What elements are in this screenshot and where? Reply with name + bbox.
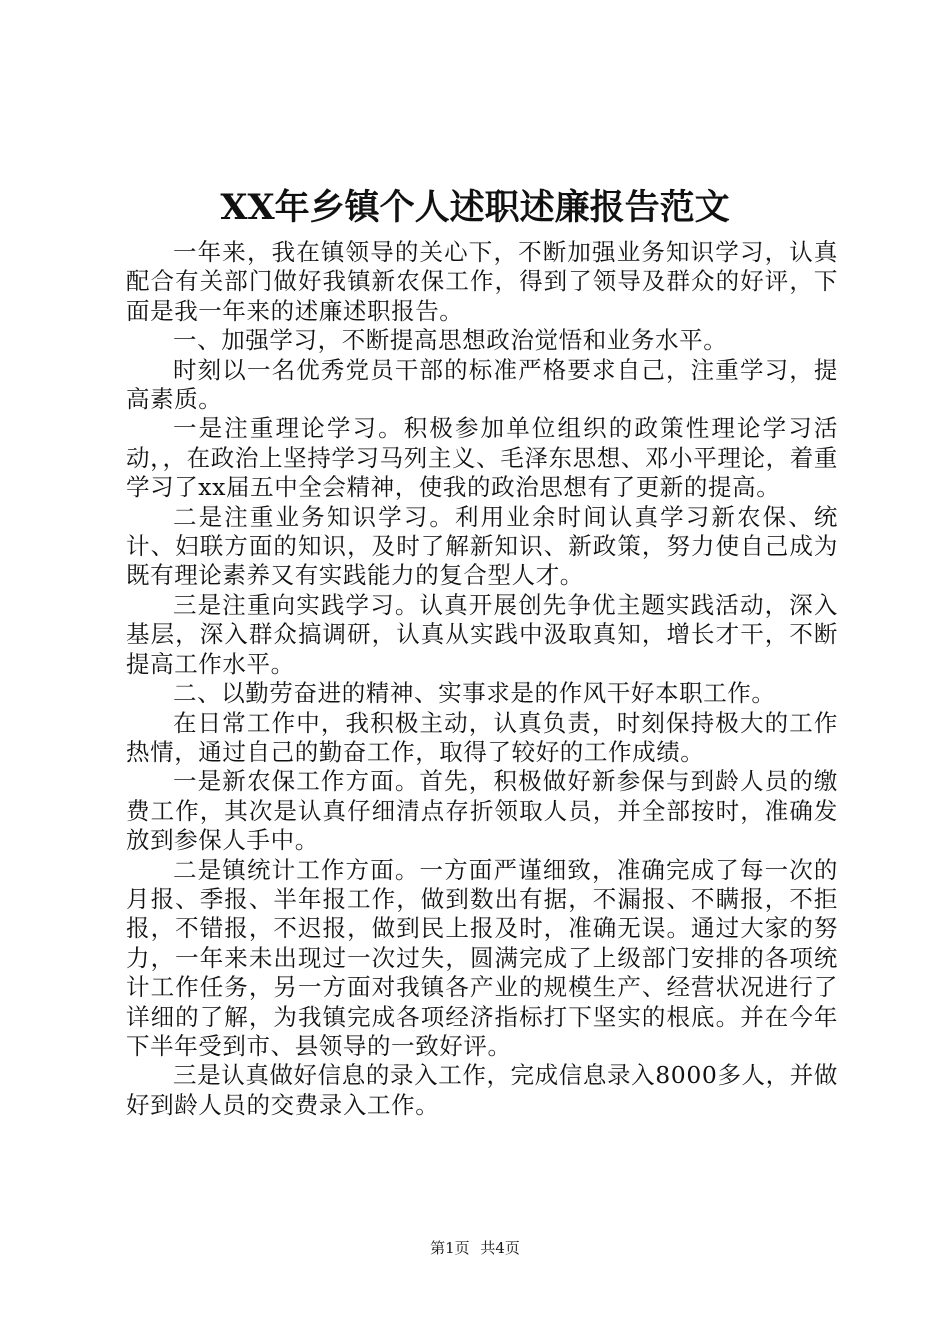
paragraph: 时刻以一名优秀党员干部的标准严格要求自己，注重学习，提高素质。: [126, 355, 838, 414]
paragraph: 一年来，我在镇领导的关心下，不断加强业务知识学习，认真配合有关部门做好我镇新农保工作，得到了领导及群众的好评，下面是我一年来的述廉述职报告。: [126, 238, 838, 325]
page-footer: [0, 1238, 950, 1258]
section-heading: 二、以勤劳奋进的精神、实事求是的作风干好本职工作。: [173, 679, 776, 708]
document-title: XX年乡镇个人述职述廉报告范文: [220, 187, 730, 228]
page-number: 第1页: [430, 1239, 470, 1257]
section-heading: 一、加强学习，不断提高思想政治觉悟和业务水平。: [173, 326, 728, 355]
document-body: [126, 238, 838, 1120]
paragraph: 一是注重理论学习。积极参加单位组织的政策性理论学习活动，，在政治上坚持学习马列主义、毛泽东思想、邓小平理论，着重学习了xx届五中全会精神，使我的政治思想有了更新的提高。: [126, 414, 838, 502]
page-total: 共4页: [480, 1239, 520, 1257]
paragraph: 在日常工作中，我积极主动，认真负责，时刻保持极大的工作热情，通过自己的勤奋工作，取得了较好的工作成绩。: [126, 708, 838, 766]
paragraph: 二是镇统计工作方面。一方面严谨细致，准确完成了每一次的月报、季报、半年报工作，做到数出有据，不漏报、不瞒报，不拒报，不错报，不迟报，做到民上报及时，准确无误。通过大家的努力，一年来未出现过一次过失，圆满完成了上级部门安排的各项统计工作任务，另一方面对我镇各产业的规模生产、经营状况进行了详细的了解，为我镇完成各项经济指标打下坚实的根底。并在今年下半年受到市、县领导的一致好评。: [126, 855, 838, 1060]
paragraph: 三是注重向实践学习。认真开展创先争优主题实践活动，深入基层，深入群众搞调研，认真从实践中汲取真知，增长才干，不断提高工作水平。: [126, 590, 838, 678]
paragraph: 二是注重业务知识学习。利用业余时间认真学习新农保、统计、妇联方面的知识，及时了解新知识、新政策，努力使自己成为既有理论素养又有实践能力的复合型人才。: [126, 502, 838, 590]
paragraph: 一是新农保工作方面。首先，积极做好新参保与到龄人员的缴费工作，其次是认真仔细清点存折领取人员，并全部按时，准确发放到参保人手中。: [126, 767, 838, 855]
paragraph: 三是认真做好信息的录入工作，完成信息录入8000多人，并做好到龄人员的交费录入工作。: [126, 1061, 838, 1119]
